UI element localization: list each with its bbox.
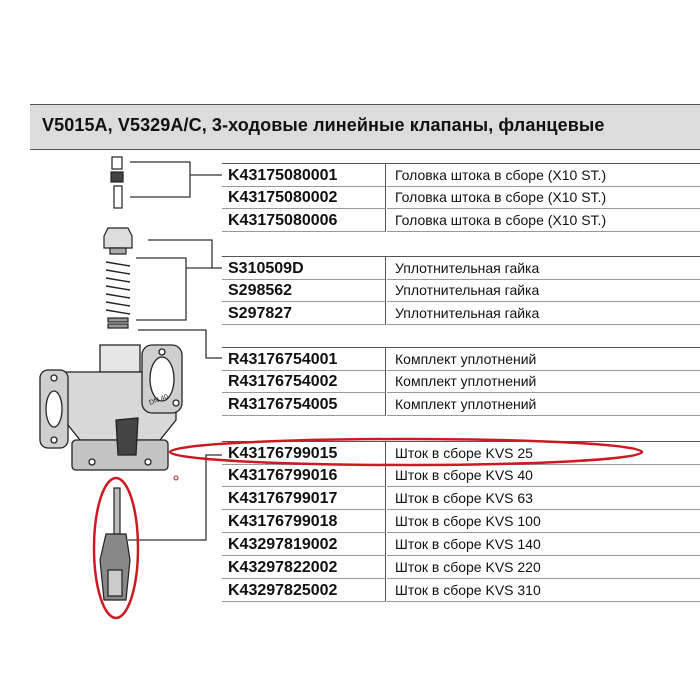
part-code: K43297825002: [222, 579, 386, 602]
part-code: K43176799016: [222, 464, 386, 487]
part-description: Головка штока в сборе (X10 ST.): [387, 186, 700, 209]
part-description: Комплект уплотнений: [387, 348, 700, 371]
valve-body-icon: [40, 345, 182, 470]
part-code: K43175080006: [222, 209, 386, 232]
marker-dot: [174, 476, 178, 480]
part-description: Шток в сборе KVS 140: [387, 533, 700, 556]
highlight-ellipse-row: [170, 439, 642, 465]
part-description: Шток в сборе KVS 100: [387, 510, 700, 533]
bracket-nut: [148, 240, 222, 268]
part-description: Шток в сборе KVS 220: [387, 556, 700, 579]
part-code: R43176754001: [222, 348, 386, 371]
bracket-seal-spring: [136, 258, 186, 320]
part-description: Шток в сборе KVS 40: [387, 464, 700, 487]
part-description: Уплотнительная гайка: [387, 257, 700, 280]
part-code: K43297822002: [222, 556, 386, 579]
part-description: Уплотнительная гайка: [387, 279, 700, 302]
part-description: Шток в сборе KVS 310: [387, 579, 700, 602]
page-title: V5015A, V5329A/C, 3-ходовые линейные клапаны, фланцевые: [42, 115, 605, 135]
part-code: K43175080002: [222, 186, 386, 209]
part-description: Комплект уплотнений: [387, 370, 700, 393]
part-code: R43176754005: [222, 393, 386, 416]
part-description: Уплотнительная гайка: [387, 302, 700, 325]
part-code: K43297819002: [222, 533, 386, 556]
part-code: K43176799015: [222, 442, 386, 465]
part-description: Шток в сборе KVS 63: [387, 487, 700, 510]
part-description: Головка штока в сборе (X10 ST.): [387, 164, 700, 187]
part-code: R43176754002: [222, 370, 386, 393]
packing-nut: [104, 228, 132, 254]
part-code: K43176799017: [222, 487, 386, 510]
seal-rings: [108, 318, 128, 328]
part-code: K43176799018: [222, 510, 386, 533]
stem-head-ring: [111, 172, 123, 182]
stem-head-nut: [112, 157, 122, 169]
body-label: DN 40: [148, 393, 170, 407]
bracket-stem-head: [130, 162, 190, 197]
part-code: S297827: [222, 302, 386, 325]
stem-head-pin: [114, 186, 122, 208]
part-code: S298562: [222, 279, 386, 302]
part-code: K43175080001: [222, 164, 386, 187]
part-description: Головка штока в сборе (X10 ST.): [387, 209, 700, 232]
plug-stem-icon: [100, 488, 130, 600]
spring-icon: [106, 262, 130, 314]
part-code: S310509D: [222, 257, 386, 280]
part-description: Шток в сборе KVS 25: [387, 442, 700, 465]
part-description: Комплект уплотнений: [387, 393, 700, 416]
stem-head-parts: [111, 157, 123, 208]
